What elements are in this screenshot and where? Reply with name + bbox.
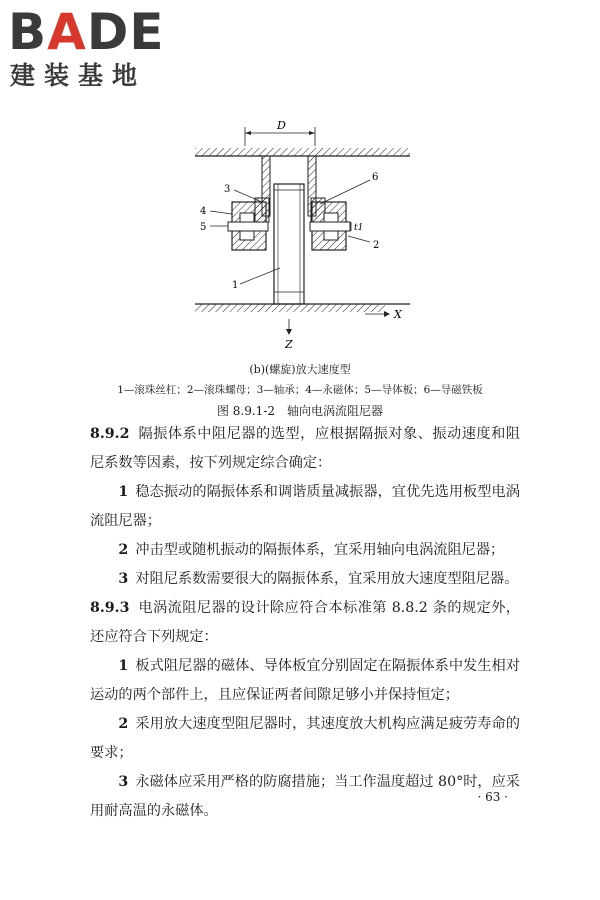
- callout-2: 2: [373, 240, 380, 251]
- figure-title: 图 8.9.1-2 轴向电涡流阻尼器: [216, 404, 384, 418]
- callout-5: 5: [200, 222, 207, 233]
- item-text: 冲击型或随机振动的隔振体系，宜采用轴向电涡流阻尼器；: [135, 542, 505, 558]
- damper-figure: [190, 118, 420, 358]
- item-text: 板式阻尼器的磁体、导体板宜分别固定在隔振体系中发生相对运动的两个部件上，且应保证两者间隙足够小并保持恒定；: [90, 658, 520, 703]
- item-number: 1: [118, 484, 129, 500]
- damper-diagram: [190, 118, 420, 358]
- section-number: 8.9.3: [90, 600, 130, 616]
- item-text: 稳态振动的隔振体系和调谐质量减振器，宜优先选用板型电涡流阻尼器；: [90, 484, 520, 529]
- gap-label: t1: [354, 223, 364, 233]
- top-ceiling: [195, 148, 410, 156]
- list-item: [90, 652, 520, 710]
- z-axis-label: Z: [285, 338, 293, 351]
- figure-subcaption: (b)(螺旋)放大速度型: [249, 363, 351, 376]
- bottom-base: [195, 304, 385, 312]
- list-item: [90, 565, 520, 594]
- item-number: 2: [118, 542, 129, 558]
- dimension-label: D: [277, 119, 286, 132]
- logo: [8, 3, 178, 92]
- section-8-9-3: [90, 594, 520, 652]
- list-item: [90, 768, 520, 826]
- item-text: 永磁体应采用严格的防腐措施；当工作温度超过 80°时，应采用耐高温的永磁体。: [90, 774, 520, 819]
- page-number: · 63 ·: [477, 790, 508, 804]
- right-magnet-top: [324, 213, 338, 222]
- x-axis-label: X: [394, 308, 402, 321]
- item-text: 采用放大速度型阻尼器时，其速度放大机构应满足疲劳寿命的要求；: [90, 716, 520, 761]
- logo-word-text: BADE: [8, 3, 165, 61]
- left-magnet-top: [240, 213, 254, 222]
- callout-4: 4: [200, 206, 207, 217]
- ball-screw: [274, 184, 304, 304]
- section-number: 8.9.2: [90, 426, 130, 442]
- item-number: 2: [118, 716, 129, 732]
- logo-wordmark: [8, 3, 165, 61]
- list-item: [90, 478, 520, 536]
- list-item: [90, 536, 520, 565]
- right-magnet-bottom: [324, 231, 338, 240]
- figure-legend: 1—滚珠丝杠；2—滚珠螺母；3—轴承；4—永磁体；5—导体板；6—导磁铁板: [117, 384, 483, 396]
- section-text: 电涡流阻尼器的设计除应符合本标准第 8.8.2 条的规定外，还应符合下列规定：: [90, 600, 520, 645]
- section-8-9-2: [90, 420, 520, 478]
- item-text: 对阻尼系数需要很大的隔振体系，宜采用放大速度型阻尼器。: [135, 571, 519, 587]
- logo-subtitle: 建装基地: [10, 61, 147, 90]
- item-number: 3: [118, 774, 129, 790]
- callout-3: 3: [224, 184, 231, 195]
- callout-1: 1: [232, 280, 239, 291]
- section-text: 隔振体系中阻尼器的选型，应根据隔振对象、振动速度和阻尼系数等因素，按下列规定综合确定：: [90, 426, 520, 471]
- callout-6: 6: [372, 172, 379, 183]
- left-conductor: [228, 222, 268, 231]
- list-item: [90, 710, 520, 768]
- item-number: 3: [118, 571, 129, 587]
- item-number: 1: [118, 658, 129, 674]
- right-conductor: [310, 222, 350, 231]
- left-magnet-bottom: [240, 231, 254, 240]
- body-content: [90, 420, 520, 826]
